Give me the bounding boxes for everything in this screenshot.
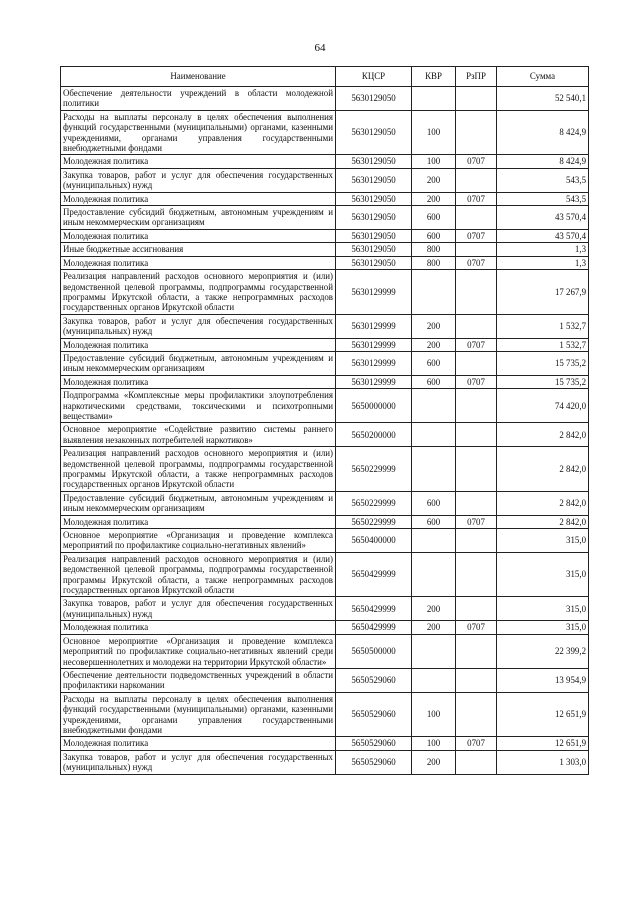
- row-name-cell: Закупка товаров, работ и услуг для обеспечения государственных (муниципальных) нужд: [61, 168, 336, 192]
- row-name-cell: Молодежная политика: [61, 737, 336, 750]
- table-header-row: [61, 67, 589, 87]
- row-rzpr-cell: [456, 668, 497, 692]
- row-name-cell: Предоставление субсидий бюджетным, автономным учреждениям и иным некоммерческим организациям: [61, 206, 336, 230]
- row-kvr-cell: 600: [412, 206, 456, 230]
- table-row: [61, 692, 589, 737]
- table-row: [61, 87, 589, 111]
- row-name-cell: Молодежная политика: [61, 229, 336, 242]
- row-kvr-cell: 200: [412, 597, 456, 621]
- row-name-cell: Расходы на выплаты персоналу в целях обеспечения выполнения функций государственными (муниципальными) органами, казенными учреждениями, органами управления государственными внебюджетными фондами: [61, 110, 336, 155]
- table-row: [61, 389, 589, 423]
- table-row: [61, 256, 589, 269]
- row-name-cell: Закупка товаров, работ и услуг для обеспечения государственных (муниципальных) нужд: [61, 597, 336, 621]
- table-row: [61, 737, 589, 750]
- row-name-cell: Подпрограмма «Комплексные меры профилактики злоупотребления наркотическими средствами, токсическими и психотропными веществами»: [61, 389, 336, 423]
- row-sum-cell: 52 540,1: [497, 87, 589, 111]
- row-kvr-cell: 100: [412, 110, 456, 155]
- row-kcsr-cell: 5650200000: [336, 423, 412, 447]
- table-row: [61, 515, 589, 528]
- row-rzpr-cell: 0707: [456, 256, 497, 269]
- row-sum-cell: 15 735,2: [497, 351, 589, 375]
- row-kcsr-cell: 5630129050: [336, 243, 412, 256]
- row-name-cell: Основное мероприятие «Содействие развитию системы раннего выявления незаконных потребителей наркотиков»: [61, 423, 336, 447]
- row-rzpr-cell: 0707: [456, 515, 497, 528]
- row-name-cell: Молодежная политика: [61, 515, 336, 528]
- row-sum-cell: 2 842,0: [497, 423, 589, 447]
- row-sum-cell: 315,0: [497, 621, 589, 634]
- header-kcsr: КЦСР: [336, 67, 412, 87]
- table-row: [61, 552, 589, 597]
- row-kcsr-cell: 5650529060: [336, 692, 412, 737]
- row-rzpr-cell: [456, 529, 497, 553]
- row-sum-cell: 543,5: [497, 168, 589, 192]
- row-rzpr-cell: 0707: [456, 155, 497, 168]
- row-name-cell: Молодежная политика: [61, 375, 336, 388]
- row-kvr-cell: [412, 529, 456, 553]
- row-kvr-cell: 200: [412, 750, 456, 774]
- row-kvr-cell: [412, 423, 456, 447]
- row-name-cell: Реализация направлений расходов основного мероприятия и (или) ведомственной целевой программы, подпрограммы государственной программы Иркутской области, а также непрограммных расходов государственных органов Иркутской области: [61, 270, 336, 315]
- header-name: Наименование: [61, 67, 336, 87]
- row-sum-cell: 12 651,9: [497, 692, 589, 737]
- row-name-cell: Предоставление субсидий бюджетным, автономным учреждениям и иным некоммерческим организациям: [61, 351, 336, 375]
- row-sum-cell: 315,0: [497, 552, 589, 597]
- row-rzpr-cell: 0707: [456, 375, 497, 388]
- row-sum-cell: 17 267,9: [497, 270, 589, 315]
- row-name-cell: Обеспечение деятельности учреждений в области молодежной политики: [61, 87, 336, 111]
- table-row: [61, 491, 589, 515]
- row-kcsr-cell: 5650429999: [336, 552, 412, 597]
- row-kcsr-cell: 5650429999: [336, 597, 412, 621]
- table-row: [61, 447, 589, 492]
- row-kcsr-cell: 5650529060: [336, 668, 412, 692]
- row-kcsr-cell: 5650229999: [336, 491, 412, 515]
- row-rzpr-cell: [456, 552, 497, 597]
- row-kvr-cell: 600: [412, 491, 456, 515]
- row-sum-cell: 13 954,9: [497, 668, 589, 692]
- row-name-cell: Расходы на выплаты персоналу в целях обеспечения выполнения функций государственными (муниципальными) органами, казенными учреждениями, органами управления государственными внебюджетными фондами: [61, 692, 336, 737]
- row-sum-cell: 22 399,2: [497, 634, 589, 668]
- row-kcsr-cell: 5650529060: [336, 750, 412, 774]
- row-name-cell: Реализация направлений расходов основного мероприятия и (или) ведомственной целевой программы, подпрограммы государственной программы Иркутской области, а также непрограммных расходов государственных органов Иркутской области: [61, 447, 336, 492]
- row-sum-cell: 2 842,0: [497, 491, 589, 515]
- row-sum-cell: 315,0: [497, 529, 589, 553]
- row-kcsr-cell: 5650400000: [336, 529, 412, 553]
- row-name-cell: Молодежная политика: [61, 256, 336, 269]
- row-kvr-cell: 100: [412, 155, 456, 168]
- row-rzpr-cell: 0707: [456, 621, 497, 634]
- row-kcsr-cell: 5630129999: [336, 351, 412, 375]
- row-kvr-cell: 600: [412, 515, 456, 528]
- row-kcsr-cell: 5630129050: [336, 110, 412, 155]
- row-rzpr-cell: 0707: [456, 338, 497, 351]
- row-sum-cell: 15 735,2: [497, 375, 589, 388]
- row-sum-cell: 8 424,9: [497, 110, 589, 155]
- row-name-cell: Закупка товаров, работ и услуг для обеспечения государственных (муниципальных) нужд: [61, 314, 336, 338]
- row-kvr-cell: [412, 447, 456, 492]
- row-kvr-cell: [412, 270, 456, 315]
- row-kvr-cell: 600: [412, 375, 456, 388]
- row-rzpr-cell: [456, 491, 497, 515]
- table-row: [61, 668, 589, 692]
- row-kcsr-cell: 5630129050: [336, 155, 412, 168]
- row-rzpr-cell: [456, 270, 497, 315]
- table-row: [61, 621, 589, 634]
- row-rzpr-cell: [456, 692, 497, 737]
- row-kvr-cell: 200: [412, 168, 456, 192]
- table-row: [61, 270, 589, 315]
- table-row: [61, 351, 589, 375]
- row-name-cell: Молодежная политика: [61, 192, 336, 205]
- row-sum-cell: 543,5: [497, 192, 589, 205]
- table-row: [61, 192, 589, 205]
- row-kvr-cell: 600: [412, 229, 456, 242]
- row-rzpr-cell: [456, 423, 497, 447]
- row-name-cell: Основное мероприятие «Организация и проведение комплекса мероприятий по профилактике социально-негативных явлений»: [61, 529, 336, 553]
- row-kcsr-cell: 5630129050: [336, 206, 412, 230]
- row-kcsr-cell: 5630129050: [336, 168, 412, 192]
- row-sum-cell: 1 532,7: [497, 314, 589, 338]
- header-sum: Сумма: [497, 67, 589, 87]
- row-sum-cell: 2 842,0: [497, 515, 589, 528]
- row-kcsr-cell: 5630129050: [336, 256, 412, 269]
- row-kcsr-cell: 5630129050: [336, 87, 412, 111]
- table-row: [61, 229, 589, 242]
- row-kvr-cell: [412, 389, 456, 423]
- row-rzpr-cell: [456, 447, 497, 492]
- table-body: [61, 87, 589, 775]
- row-sum-cell: 315,0: [497, 597, 589, 621]
- budget-table: [60, 66, 589, 775]
- row-kcsr-cell: 5630129999: [336, 314, 412, 338]
- row-sum-cell: 43 570,4: [497, 229, 589, 242]
- table-row: [61, 338, 589, 351]
- row-kvr-cell: 800: [412, 243, 456, 256]
- row-kvr-cell: 200: [412, 621, 456, 634]
- row-rzpr-cell: [456, 597, 497, 621]
- row-kcsr-cell: 5650429999: [336, 621, 412, 634]
- row-rzpr-cell: 0707: [456, 737, 497, 750]
- row-rzpr-cell: [456, 389, 497, 423]
- row-sum-cell: 1,3: [497, 256, 589, 269]
- row-kvr-cell: 200: [412, 314, 456, 338]
- row-sum-cell: 12 651,9: [497, 737, 589, 750]
- row-kcsr-cell: 5630129050: [336, 192, 412, 205]
- row-rzpr-cell: [456, 243, 497, 256]
- row-kvr-cell: 200: [412, 338, 456, 351]
- row-sum-cell: 43 570,4: [497, 206, 589, 230]
- header-rzpr: РзПР: [456, 67, 497, 87]
- table-row: [61, 423, 589, 447]
- row-sum-cell: 1,3: [497, 243, 589, 256]
- row-kvr-cell: [412, 87, 456, 111]
- row-kcsr-cell: 5630129999: [336, 375, 412, 388]
- row-kvr-cell: 800: [412, 256, 456, 269]
- row-rzpr-cell: [456, 168, 497, 192]
- row-name-cell: Молодежная политика: [61, 621, 336, 634]
- row-name-cell: Молодежная политика: [61, 155, 336, 168]
- row-rzpr-cell: [456, 110, 497, 155]
- row-rzpr-cell: 0707: [456, 229, 497, 242]
- table-row: [61, 597, 589, 621]
- page-number: 64: [314, 42, 326, 54]
- table-row: [61, 155, 589, 168]
- table-row: [61, 243, 589, 256]
- row-rzpr-cell: [456, 206, 497, 230]
- row-kcsr-cell: 5630129999: [336, 338, 412, 351]
- row-kvr-cell: 600: [412, 351, 456, 375]
- row-name-cell: Основное мероприятие «Организация и проведение комплекса мероприятий по профилактике социально-негативных явлений среди несовершеннолетних и молодежи на территории Иркутской области»: [61, 634, 336, 668]
- row-kvr-cell: 100: [412, 737, 456, 750]
- row-sum-cell: 74 420,0: [497, 389, 589, 423]
- header-kvr: КВР: [412, 67, 456, 87]
- row-sum-cell: 1 532,7: [497, 338, 589, 351]
- table-row: [61, 110, 589, 155]
- row-kvr-cell: [412, 552, 456, 597]
- row-kcsr-cell: 5650529060: [336, 737, 412, 750]
- row-name-cell: Молодежная политика: [61, 338, 336, 351]
- row-kcsr-cell: 5650229999: [336, 447, 412, 492]
- row-kvr-cell: [412, 634, 456, 668]
- row-sum-cell: 2 842,0: [497, 447, 589, 492]
- table-row: [61, 206, 589, 230]
- row-name-cell: Реализация направлений расходов основного мероприятия и (или) ведомственной целевой программы, подпрограммы государственной программы Иркутской области, а также непрограммных расходов государственных органов Иркутской области: [61, 552, 336, 597]
- row-kcsr-cell: 5650500000: [336, 634, 412, 668]
- row-sum-cell: 8 424,9: [497, 155, 589, 168]
- row-kvr-cell: 200: [412, 192, 456, 205]
- table-row: [61, 375, 589, 388]
- row-kvr-cell: [412, 668, 456, 692]
- row-rzpr-cell: [456, 351, 497, 375]
- row-kcsr-cell: 5650000000: [336, 389, 412, 423]
- row-sum-cell: 1 303,0: [497, 750, 589, 774]
- table-row: [61, 634, 589, 668]
- row-name-cell: Обеспечение деятельности подведомственных учреждений в области профилактики наркомании: [61, 668, 336, 692]
- row-kcsr-cell: 5630129999: [336, 270, 412, 315]
- row-kvr-cell: 100: [412, 692, 456, 737]
- table-row: [61, 529, 589, 553]
- row-rzpr-cell: [456, 634, 497, 668]
- table-row: [61, 168, 589, 192]
- row-rzpr-cell: [456, 314, 497, 338]
- row-rzpr-cell: [456, 750, 497, 774]
- row-kcsr-cell: 5630129050: [336, 229, 412, 242]
- row-rzpr-cell: [456, 87, 497, 111]
- table-row: [61, 314, 589, 338]
- row-kcsr-cell: 5650229999: [336, 515, 412, 528]
- row-name-cell: Закупка товаров, работ и услуг для обеспечения государственных (муниципальных) нужд: [61, 750, 336, 774]
- row-name-cell: Иные бюджетные ассигнования: [61, 243, 336, 256]
- row-rzpr-cell: 0707: [456, 192, 497, 205]
- table-row: [61, 750, 589, 774]
- row-name-cell: Предоставление субсидий бюджетным, автономным учреждениям и иным некоммерческим организациям: [61, 491, 336, 515]
